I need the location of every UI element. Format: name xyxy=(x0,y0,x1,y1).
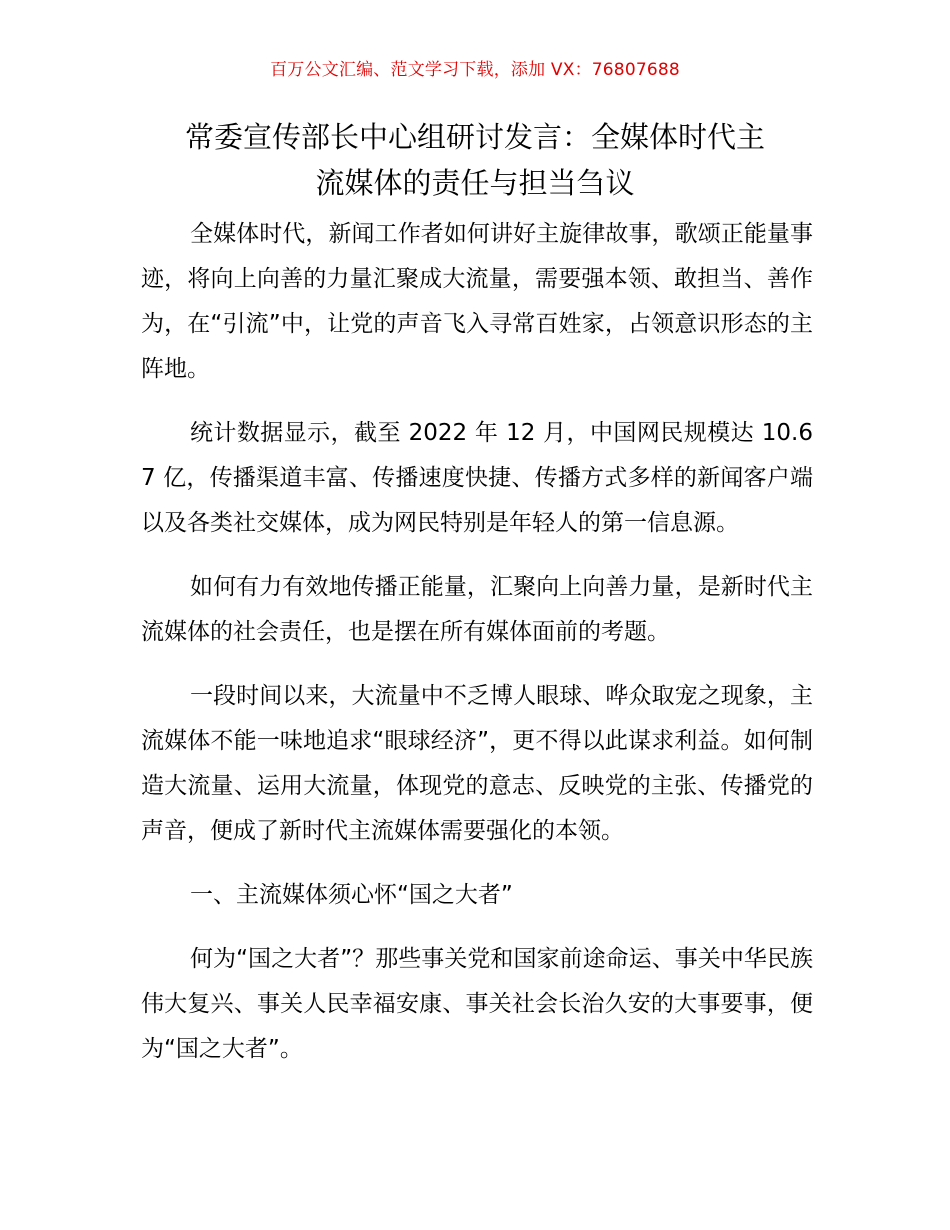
paragraph-3: 如何有力有效地传播正能量，汇聚向上向善力量，是新时代主流媒体的社会责任，也是摆在所有媒体面前的考题。 xyxy=(141,574,813,645)
section-heading-1: 一、主流媒体须心怀“国之大者” xyxy=(190,882,513,908)
paragraph-2: 统计数据显示，截至 2022 年 12 月，中国网民规模达 10.67 亿，传播渠道丰富、传播速度快捷、传播方式多样的新闻客户端以及各类社交媒体，成为网民特别是年轻人的第一信息源。 xyxy=(141,420,813,536)
title-line-2: 流媒体的责任与担当刍议 xyxy=(315,166,635,200)
paragraph-4: 一段时间以来，大流量中不乏博人眼球、哗众取宠之现象，主流媒体不能一味地追求“眼球经济”，更不得以此谋求利益。如何制造大流量、运用大流量，体现党的意志、反映党的主张、传播党的声音，便成了新时代主流媒体需要强化的本领。 xyxy=(141,683,813,844)
paragraph-5: 何为“国之大者”？那些事关党和国家前途命运、事关中华民族伟大复兴、事关人民幸福安康、事关社会长治久安的大事要事，便为“国之大者”。 xyxy=(141,946,813,1062)
title-line-1: 常委宣传部长中心组研讨发言：全媒体时代主 xyxy=(184,120,765,154)
paragraph-1: 全媒体时代，新闻工作者如何讲好主旋律故事，歌颂正能量事迹，将向上向善的力量汇聚成大流量，需要强本领、敢担当、善作为，在“引流”中，让党的声音飞入寻常百姓家，占领意识形态的主阵地。 xyxy=(141,221,813,382)
document-title xyxy=(120,114,830,206)
header-banner: 百万公文汇编、范文学习下载，添加 VX：76807688 xyxy=(270,60,680,80)
document-body xyxy=(141,212,813,1091)
